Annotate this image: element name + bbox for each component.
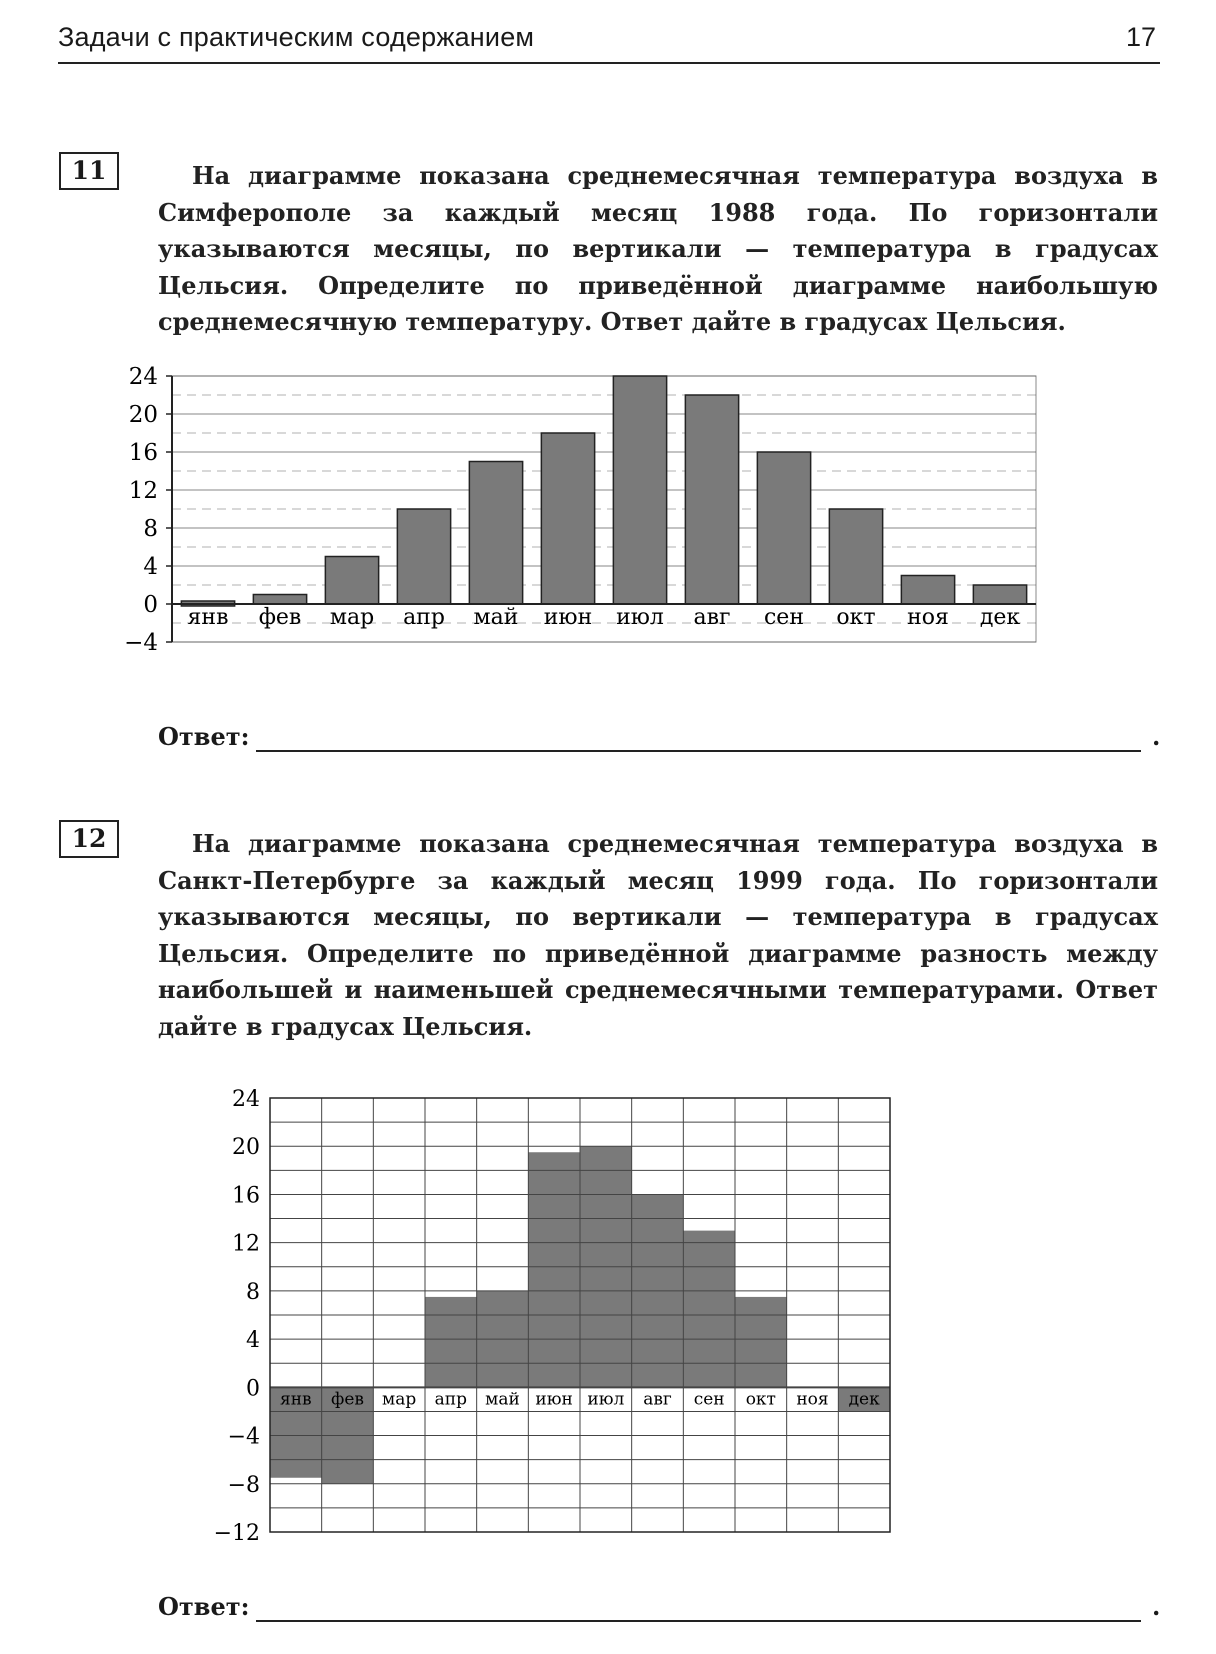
answer-dot: . [1152, 722, 1161, 751]
y-tick-label: 0 [246, 1376, 260, 1402]
bar [397, 509, 450, 604]
month-label: июл [616, 605, 664, 630]
month-label: дек [848, 1389, 880, 1410]
y-tick-label: −8 [227, 1472, 260, 1498]
y-tick-label: 16 [232, 1183, 260, 1209]
task-text-11: На диаграмме показана среднемесячная температура воздуха в Симферополе за каждый месяц 1988 года. По горизонтали указываются месяцы, по вертикали — температура в градусах Цельсия. Определите по приведённой диаграмме наибольшую среднемесячную температуру. Ответ дайте в градусах Цельсия. [158, 161, 1158, 336]
month-label: фев [258, 605, 302, 630]
page-header [58, 18, 1160, 64]
bar [325, 557, 378, 605]
bar [829, 509, 882, 604]
month-label: апр [434, 1389, 468, 1410]
bar [683, 1231, 735, 1388]
y-tick-label: 12 [232, 1231, 260, 1257]
bar [901, 576, 954, 605]
y-tick-label: 8 [246, 1279, 260, 1305]
y-tick-label: 20 [128, 402, 158, 428]
month-label: ноя [796, 1389, 829, 1410]
y-tick-label: 0 [143, 592, 158, 618]
y-tick-label: −12 [213, 1521, 260, 1546]
month-label: июн [543, 605, 593, 630]
header-title: Задачи с практическим содержанием [58, 22, 535, 52]
answer-row-11 [158, 720, 1168, 756]
chart-simferopol [110, 364, 1100, 668]
month-label: мар [329, 605, 375, 630]
month-label: янв [187, 605, 229, 630]
answer-dot: . [1152, 1592, 1161, 1621]
y-tick-label: 20 [232, 1135, 260, 1161]
month-label: дек [979, 605, 1021, 630]
chart-saint-petersburg [213, 1087, 950, 1546]
month-label: июн [535, 1389, 573, 1410]
answer-row-12 [158, 1590, 1168, 1626]
month-label: ноя [907, 605, 949, 630]
answer-field[interactable] [256, 1620, 1141, 1622]
answer-label: Ответ: [158, 722, 250, 751]
bar [541, 433, 594, 604]
month-label: май [473, 605, 519, 630]
y-tick-label: −4 [124, 630, 158, 656]
answer-field[interactable] [256, 750, 1141, 752]
month-label: сен [763, 605, 805, 630]
bar [528, 1152, 580, 1387]
bar [613, 376, 666, 604]
task-number-11: 11 [59, 152, 119, 190]
task-text-12: На диаграмме показана среднемесячная температура воздуха в Санкт-Петербурге за каждый месяц 1999 года. По горизонтали указываются месяцы, по вертикали — температура в градусах Цельсия. Определите по приведённой диаграмме разность между наибольшей и наименьшей среднемесячными температурами. Ответ дайте в градусах Цельсия. [158, 829, 1158, 1041]
task-number-12: 12 [59, 820, 119, 858]
month-label: сен [693, 1389, 725, 1410]
month-label: апр [403, 605, 445, 630]
page-number: 17 [1125, 22, 1156, 52]
month-label: фев [331, 1389, 364, 1410]
answer-label: Ответ: [158, 1592, 250, 1621]
y-tick-label: −4 [227, 1424, 260, 1450]
y-tick-label: 24 [128, 364, 158, 390]
month-label: окт [836, 605, 876, 630]
y-tick-label: 4 [246, 1328, 260, 1354]
month-label: янв [280, 1389, 312, 1410]
bar [469, 462, 522, 605]
month-label: авг [643, 1389, 672, 1410]
y-tick-label: 8 [143, 516, 158, 542]
bar [757, 452, 810, 604]
month-label: авг [693, 605, 731, 630]
month-label: мар [382, 1389, 417, 1410]
month-label: июл [587, 1389, 625, 1410]
bar [735, 1297, 787, 1387]
y-tick-label: 12 [128, 478, 158, 504]
bar [253, 595, 306, 605]
month-label: май [485, 1389, 520, 1410]
y-tick-label: 16 [128, 440, 158, 466]
y-tick-label: 24 [232, 1087, 260, 1112]
month-label: окт [745, 1389, 776, 1410]
bar [973, 585, 1026, 604]
y-tick-label: 4 [143, 554, 158, 580]
bar [425, 1297, 477, 1387]
bar [685, 395, 738, 604]
